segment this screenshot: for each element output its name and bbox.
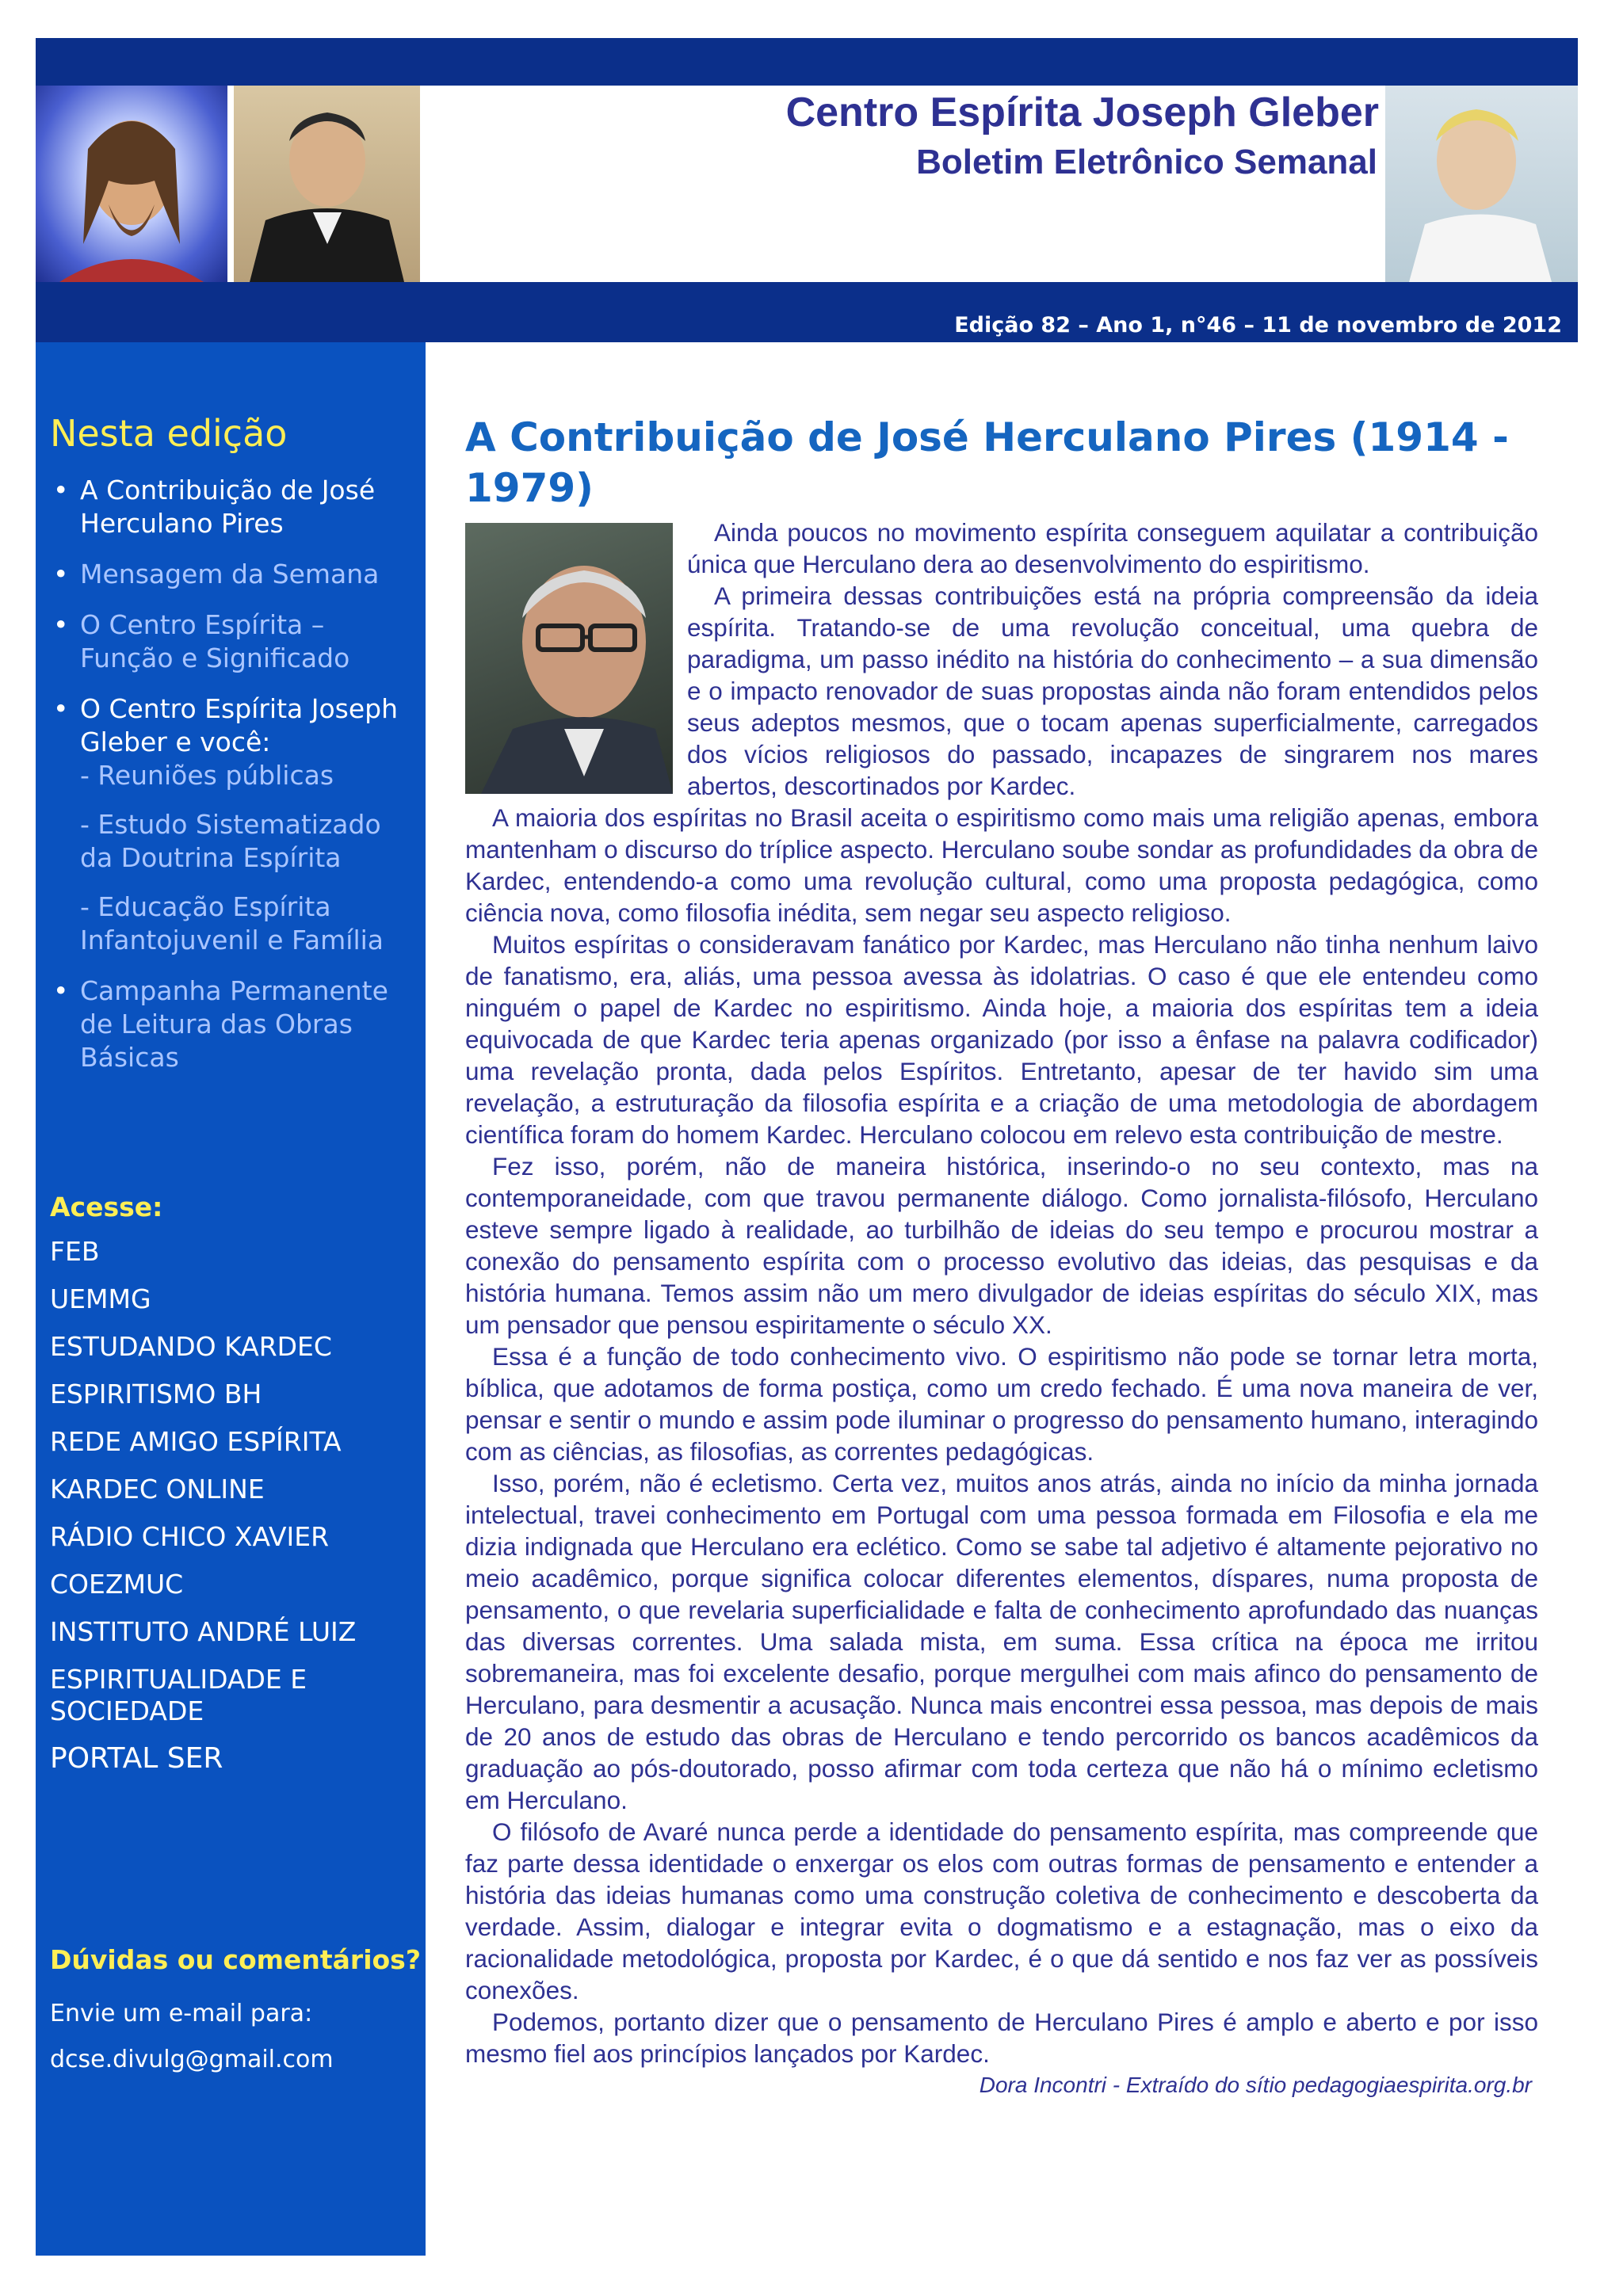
contact-email-link[interactable]: dcse.divulg@gmail.com: [50, 2046, 334, 2073]
herculano-pires-photo: [465, 523, 673, 794]
link-espiritismo-bh[interactable]: ESPIRITISMO BH: [50, 1379, 262, 1409]
article-paragraph: Ainda poucos no movimento espírita conseguem aquilatar a contribuição única que Herculano dera ao desenvolvimento do espiritismo.: [687, 518, 1538, 578]
link-portal-ser[interactable]: PORTAL SER: [50, 1742, 223, 1775]
sidebar: [36, 342, 426, 2256]
link-espiritualidade-e-sociedade[interactable]: ESPIRITUALIDADE E SOCIEDADE: [50, 1664, 307, 1726]
toc-subitem-estudo[interactable]: - Estudo Sistematizado da Doutrina Espírita: [80, 809, 381, 873]
toc-item-joseph-gleber-label: • O Centro Espírita Joseph Gleber e você:: [80, 693, 399, 757]
duvidas-heading: Dúvidas ou comentários?: [50, 1944, 421, 1975]
toc-item-campanha[interactable]: • Campanha Permanente de Leitura das Obras Básicas: [50, 974, 414, 1074]
edition-bar: [36, 282, 1578, 342]
sidebar-title: Nesta edição: [50, 412, 288, 455]
article-paragraph: Fez isso, porém, não de maneira histórica, inserindo-o no seu contexto, mas na contemporaneidade, com que travou permanente diálogo. Como jornalista-filósofo, Herculano esteve sempre ligado à realidade, ao turbilhão de ideias do seu tempo e procurou mostrar a conexão do pensamento espírita com o processo evolutivo das ideias, das pesquisas e da história humana. Temos assim não um mero divulgador de ideias espíritas do século XIX, mas um pensador que pensou espiritamente o século XX.: [465, 1152, 1538, 1339]
allan-kardec-portrait-image: [234, 86, 420, 282]
toc-item-centro-espirita[interactable]: • O Centro Espírita – Função e Significado: [50, 608, 414, 675]
article-paragraph: Isso, porém, não é ecletismo. Certa vez, muitos anos atrás, ainda no início da minha jornada intelectual, travei conhecimento em Portugal com uma pessoa formada em Filosofia e ela me dizia indignada que Herculano era eclético. Como se sabe tal adjetivo é altamente pejorativo no meio acadêmico, porque significa colocar diferentes elementos, díspares, numa proposta de pensamento, o que revelaria superficialidade e falta de conhecimento aprofundado das nuanças das diversas correntes. Uma salada mista, em suma. Essa crítica na época me irritou sobremaneira, mas foi excelente desafio, porque mergulhei com mais afinco do pensamento de Herculano, para desmentir a acusação. Nunca mais encontrei essa pessoa, mas depois de mais de 20 anos de estudo das obras de Herculano e tendo percorrido os bancos acadêmicos da graduação ao pós-doutorado, posso afirmar com toda certeza que não há o mínimo ecletismo em Herculano.: [465, 1469, 1538, 1814]
toc-item-herculano[interactable]: • A Contribuição de José Herculano Pires: [50, 474, 414, 540]
jesus-portrait-image: [36, 86, 227, 282]
link-estudando-kardec[interactable]: ESTUDANDO KARDEC: [50, 1331, 332, 1362]
link-radio-chico-xavier[interactable]: RÁDIO CHICO XAVIER: [50, 1521, 330, 1552]
newsletter-subtitle: Boletim Eletrônico Semanal: [916, 143, 1377, 181]
acesse-heading: Acesse:: [50, 1192, 163, 1222]
article-body: [465, 517, 1538, 2069]
article-paragraph: Podemos, portanto dizer que o pensamento de Herculano Pires é amplo e aberto e por isso mesmo fiel aos princípios lançados por Kardec.: [465, 2008, 1538, 2068]
article-paragraph: A primeira dessas contribuições está na própria compreensão da ideia espírita. Tratando-se de uma revolução conceitual, uma quebra de paradigma, um passo inédito na história do conhecimento – a sua dimensão e o impacto renovador de suas propostas ainda não foram entendidos pelos seus adeptos mesmos, que o tocam apenas superficialmente, carregados dos vícios religiosos do passado, incapazes de singrarem nos mares abertos, descortinados por Kardec.: [687, 582, 1538, 800]
envie-email-label: Envie um e-mail para:: [50, 2000, 313, 2027]
article-credit: Dora Incontri - Extraído do sítio pedagogiaespirita.org.br: [979, 2073, 1532, 2097]
article-paragraph: Muitos espíritas o consideravam fanático por Kardec, mas Herculano não tinha nenhum laivo de fanatismo, era, aliás, uma pessoa avessa às idolatrias. O caso é que ele entendeu como ninguém o papel de Kardec no espiritismo. Ainda hoje, a maioria dos espíritas tem a ideia equivocada de que Kardec teria apenas organizado (por isso a ênfase na palavra codificador) uma revelação pronta, dada pelos Espíritos. Entretanto, apesar de ter havido sim uma revelação, a estruturação da filosofia espírita e a criação de uma metodologia de abordagem científica foram do homem Kardec. Herculano colocou em relevo esta contribuição de mestre.: [465, 930, 1538, 1149]
link-instituto-andre-luiz[interactable]: INSTITUTO ANDRÉ LUIZ: [50, 1616, 357, 1647]
toc-subitem-educacao[interactable]: - Educação Espírita Infantojuvenil e Família: [80, 891, 384, 955]
newsletter-title: Centro Espírita Joseph Gleber: [785, 90, 1379, 135]
header-top-bar: [36, 38, 1578, 86]
article-paragraph: A maioria dos espíritas no Brasil aceita o espiritismo como mais uma religião apenas, embora mantenham o discurso do tríplice aspecto. Herculano soube sondar as profundidades da obra de Kardec, entendendo-a como uma revolução cultural, como uma proposta pedagógica, como ciência nova, como filosofia inédita, sem negar seu aspecto religioso.: [465, 803, 1538, 927]
joseph-gleber-portrait-image: [1385, 86, 1578, 282]
link-feb[interactable]: FEB: [50, 1236, 100, 1267]
links-list: [50, 1236, 414, 1791]
toc-item-joseph-gleber-e-voce[interactable]: [50, 692, 414, 957]
link-coezmuc[interactable]: COEZMUC: [50, 1569, 184, 1600]
article: [465, 412, 1538, 2098]
table-of-contents: [50, 474, 414, 1092]
link-rede-amigo-espirita[interactable]: REDE AMIGO ESPÍRITA: [50, 1426, 342, 1457]
article-paragraph: O filósofo de Avaré nunca perde a identidade do pensamento espírita, mas compreende que faz parte dessa identidade o enxergar os elos com outras formas de pensamento e entender a história das ideias humanas como uma construção coletiva de conhecimento e descoberta da verdade. Assim, dialogar e integrar evita o dogmatismo e a estagnação, mas o eixo da racionalidade metodológica, proposta por Kardec, é o que dá sentido e nos faz ver as possíveis conexões.: [465, 1817, 1538, 2004]
toc-subitem-reunioes[interactable]: - Reuniões públicas: [80, 760, 334, 791]
toc-item-mensagem[interactable]: • Mensagem da Semana: [50, 558, 414, 591]
link-uemmg[interactable]: UEMMG: [50, 1283, 151, 1314]
edition-info: Edição 82 – Ano 1, n°46 – 11 de novembro de 2012: [954, 313, 1562, 338]
article-paragraph: Essa é a função de todo conhecimento vivo. O espiritismo não pode se tornar letra morta, bíblica, que adotamos de forma postiça, como um credo fechado. É uma nova maneira de ver, pensar e sentir o mundo e assim pode iluminar o progresso do pensamento humano, interagindo com as ciências, as filosofias, as correntes pedagógicas.: [465, 1342, 1538, 1466]
article-title: A Contribuição de José Herculano Pires (1914 - 1979): [465, 414, 1509, 511]
link-kardec-online[interactable]: KARDEC ONLINE: [50, 1474, 265, 1505]
